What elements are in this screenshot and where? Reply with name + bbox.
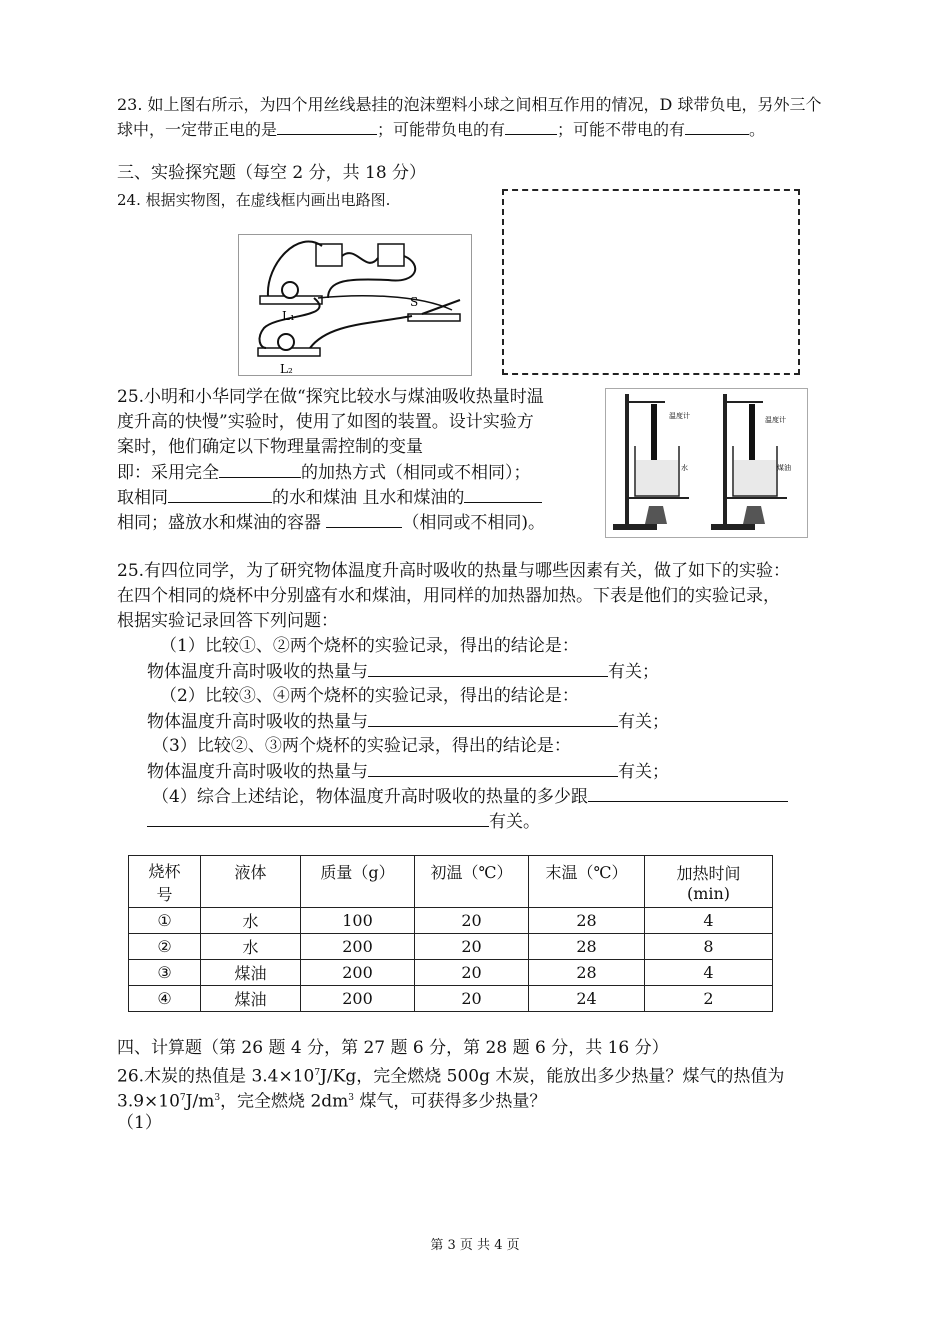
q25a-text: （相同或不相同)。: [402, 513, 546, 533]
q25a-line6: [117, 511, 545, 534]
q26-text: J/Kg，完全燃烧 500g 木炭，能放出多少热量？煤气的热值为: [320, 1066, 785, 1087]
section4-title: 四、计算题（第 26 题 4 分，第 27 题 6 分，第 28 题 6 分，共 16 分）: [117, 1038, 669, 1058]
q26-line2: [117, 1087, 546, 1113]
q26-exponent: 7: [314, 1068, 321, 1078]
answer-blank[interactable]: [277, 118, 377, 135]
table-cell: 8: [645, 934, 773, 960]
q25b-text: 有关；: [618, 712, 669, 732]
q26-text: 3.9×10: [117, 1091, 180, 1112]
q25a-line3: 案时，他们确定以下物理量需控制的变量: [117, 437, 423, 457]
apparatus-drawing: [605, 388, 808, 538]
q23-text-d: 。: [749, 120, 766, 139]
answer-drawing-box[interactable]: [502, 189, 800, 375]
table-header-cell: 初温（℃）: [415, 856, 529, 908]
table-cell: 200: [301, 960, 415, 986]
table-row: [129, 986, 773, 1012]
q25b-p1: （1）比较①、②两个烧杯的实验记录，得出的结论是：: [160, 636, 579, 656]
q26-exponent: 7: [179, 1093, 186, 1103]
label-water: 水: [681, 464, 688, 472]
heating-apparatus-figure: [605, 388, 808, 538]
table-cell: 24: [529, 986, 645, 1012]
bulb-icon: [282, 282, 298, 298]
q25b-text: （4）综合上述结论，物体温度升高时吸收的热量的多少跟: [152, 787, 588, 807]
q25b-text: 有关。: [489, 812, 540, 832]
table-cell: 20: [415, 986, 529, 1012]
q25b-p4: [152, 785, 788, 808]
q26-exponent: 3: [214, 1093, 221, 1103]
q25b-text: 物体温度升高时吸收的热量与: [147, 762, 368, 782]
table-cell: 28: [529, 934, 645, 960]
q26-text: 26.木炭的热值是 3.4×10: [117, 1066, 315, 1087]
table-header-cell: 末温（℃）: [529, 856, 645, 908]
table-cell: 20: [415, 908, 529, 934]
answer-blank[interactable]: [168, 486, 272, 503]
table-row: [129, 934, 773, 960]
experiment-table: [128, 855, 773, 1012]
answer-blank[interactable]: [219, 461, 301, 478]
label-l1: L₁: [282, 309, 295, 323]
q26-exponent: 3: [348, 1093, 355, 1103]
table-cell: 4: [645, 908, 773, 934]
q25a-line4: [117, 461, 531, 484]
q23-line1: 23. 如上图右所示，为四个用丝线悬挂的泡沫塑料小球之间相互作用的情况，D 球带负电，另外三个: [117, 95, 822, 114]
q25a-line1: 25.小明和小华同学在做“探究比较水与煤油吸收热量时温: [117, 387, 544, 407]
q26-text: J/m: [185, 1091, 215, 1112]
q26-text: ，完全燃烧 2dm: [220, 1091, 349, 1112]
q26-text: 煤气，可获得多少热量？: [354, 1091, 547, 1112]
switch-icon: [408, 314, 460, 321]
table-cell: 水: [201, 934, 301, 960]
circuit-figure: [238, 234, 472, 376]
circuit-drawing: [238, 234, 472, 376]
battery-icon: [378, 244, 404, 266]
q25a-text: 的水和煤油 且水和煤油的: [272, 488, 465, 508]
table-cell: 20: [415, 934, 529, 960]
q23-text-b: ；可能带负电的有: [377, 120, 506, 139]
q25b-p2b: [147, 710, 669, 733]
q26-line3: （1）: [117, 1113, 162, 1133]
label-l2: L₂: [280, 362, 293, 376]
burner-icon: [743, 506, 765, 524]
battery-icon: [316, 244, 342, 266]
q25b-line3: 根据实验记录回答下列问题：: [117, 611, 338, 631]
q25b-text: 物体温度升高时吸收的热量与: [147, 712, 368, 732]
table-cell: 煤油: [201, 986, 301, 1012]
answer-blank[interactable]: [147, 810, 489, 827]
q25a-text: 即：采用完全: [117, 463, 219, 483]
table-header-cell: 质量（g）: [301, 856, 415, 908]
q24-text: 24. 根据实物图，在虚线框内画出电路图.: [117, 191, 391, 209]
q25b-p2: （2）比较③、④两个烧杯的实验记录，得出的结论是：: [160, 686, 579, 706]
table-row: [129, 960, 773, 986]
table-header-cell: 加热时间 (min): [645, 856, 773, 908]
table-header-cell: 烧杯 号: [129, 856, 201, 908]
table-cell: 100: [301, 908, 415, 934]
q25a-line5: [117, 486, 542, 509]
answer-blank[interactable]: [685, 118, 749, 135]
burner-icon: [645, 506, 667, 524]
answer-blank[interactable]: [588, 785, 788, 802]
q26-line1: [117, 1062, 784, 1088]
answer-blank[interactable]: [464, 486, 542, 503]
label-thermometer-1: 温度计: [669, 412, 690, 420]
q23-text-c: ；可能不带电的有: [557, 120, 686, 139]
label-thermometer-2: 温度计: [765, 416, 786, 424]
q25a-text: 取相同: [117, 488, 168, 508]
answer-blank[interactable]: [368, 710, 618, 727]
q25b-line1: 25.有四位同学，为了研究物体温度升高时吸收的热量与哪些因素有关，做了如下的实验：: [117, 561, 791, 581]
q25b-p1b: [147, 660, 659, 683]
table-cell: ④: [129, 986, 201, 1012]
section3-title: 三、实验探究题（每空 2 分，共 18 分）: [117, 163, 427, 183]
q23-text-a: 球中，一定带正电的是: [117, 120, 278, 139]
table-cell: 28: [529, 908, 645, 934]
q25b-text: 有关；: [608, 662, 659, 682]
table-cell: 煤油: [201, 960, 301, 986]
table-cell: 20: [415, 960, 529, 986]
table-cell: 200: [301, 986, 415, 1012]
table-cell: ②: [129, 934, 201, 960]
answer-blank[interactable]: [368, 760, 618, 777]
table-cell: 2: [645, 986, 773, 1012]
q25b-p4b-line: [147, 810, 540, 833]
label-oil: 煤油: [777, 464, 791, 472]
table-row: [129, 908, 773, 934]
table-header-cell: 液体: [201, 856, 301, 908]
page-footer: 第 3 页 共 4 页: [430, 1238, 520, 1253]
table-cell: 200: [301, 934, 415, 960]
table-cell: ①: [129, 908, 201, 934]
table-cell: 28: [529, 960, 645, 986]
table-cell: ③: [129, 960, 201, 986]
q25a-text: 的加热方式（相同或不相同）；: [301, 463, 531, 483]
bulb-icon: [278, 334, 294, 350]
q25b-line2: 在四个相同的烧杯中分别盛有水和煤油，用同样的加热器加热。下表是他们的实验记录，: [117, 586, 780, 606]
q25a-text: 相同；盛放水和煤油的容器: [117, 513, 321, 533]
answer-blank[interactable]: [368, 660, 608, 677]
table-cell: 水: [201, 908, 301, 934]
q25b-text: 有关；: [618, 762, 669, 782]
answer-blank[interactable]: [505, 118, 557, 135]
q25b-p3b: [147, 760, 669, 783]
label-s: S: [410, 295, 419, 309]
q23-line2: [117, 118, 765, 140]
q25a-line2: 度升高的快慢”实验时，使用了如图的装置。设计实验方: [117, 412, 534, 432]
q25b-p3: （3）比较②、③两个烧杯的实验记录，得出的结论是：: [152, 736, 571, 756]
table-cell: 4: [645, 960, 773, 986]
answer-blank[interactable]: [326, 511, 402, 528]
table-header-row: [129, 856, 773, 908]
q25b-text: 物体温度升高时吸收的热量与: [147, 662, 368, 682]
